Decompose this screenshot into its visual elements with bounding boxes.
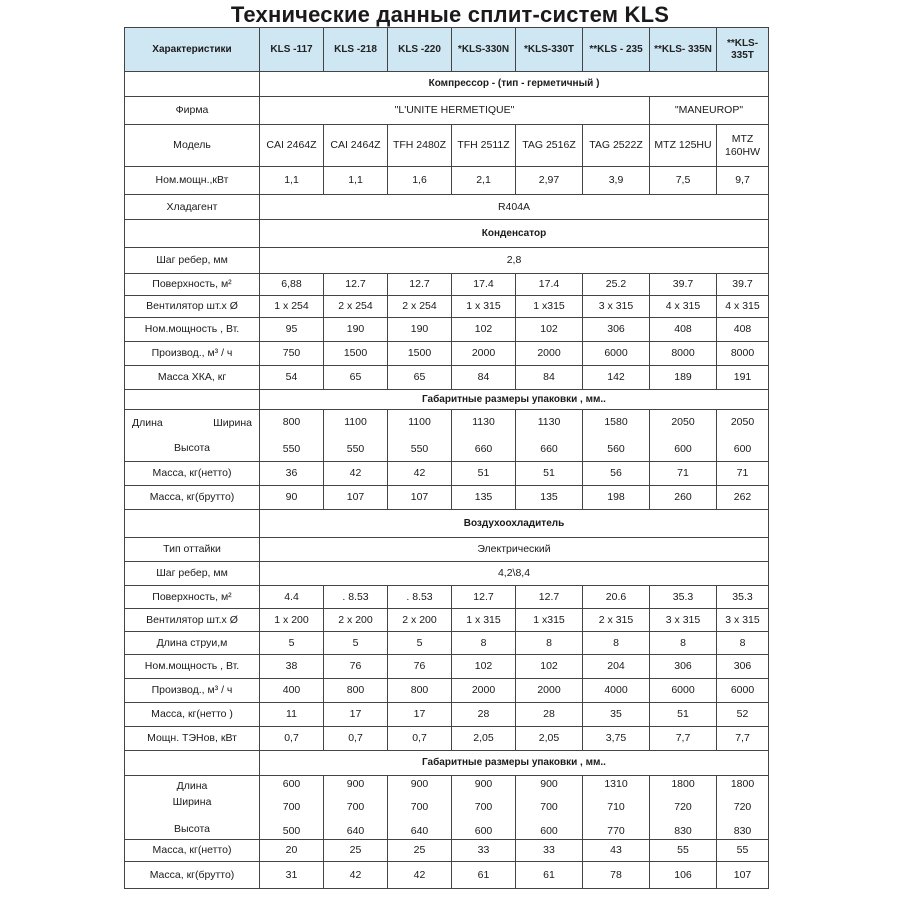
- table-cell: MTZ 125HU: [650, 125, 717, 167]
- table-cell: 408: [650, 318, 717, 342]
- table-cell: 20: [260, 840, 324, 862]
- table-cell: 8: [452, 632, 516, 655]
- dim-value: 900: [346, 778, 365, 791]
- table-cell: 2 x 254: [388, 296, 452, 318]
- table-cell: 76: [388, 655, 452, 679]
- table-cell: 20.6: [583, 586, 650, 609]
- row-label: Фирма: [125, 97, 260, 125]
- table-row: [125, 586, 769, 609]
- fin-value: 2,8: [260, 248, 769, 274]
- dim-value: 1800: [730, 778, 755, 791]
- dim-value: 660: [474, 442, 493, 455]
- row-label: Масса ХКА, кг: [125, 366, 260, 390]
- table-row: [125, 410, 769, 462]
- row-label: Мощн. ТЭНов, кВт: [125, 727, 260, 751]
- table-row: [125, 655, 769, 679]
- table-cell: 42: [324, 462, 388, 486]
- row-label-dimensions: [125, 776, 260, 840]
- row-label: Масса, кг(брутто): [125, 862, 260, 889]
- table-cell: [452, 776, 516, 840]
- table-cell: 1 x315: [516, 296, 583, 318]
- table-cell: 102: [452, 655, 516, 679]
- table-cell: 35.3: [717, 586, 769, 609]
- table-cell: 52: [717, 703, 769, 727]
- table-cell: 55: [717, 840, 769, 862]
- table-cell: 400: [260, 679, 324, 703]
- table-cell: . 8.53: [388, 586, 452, 609]
- table-cell: 800: [324, 679, 388, 703]
- table-row: [125, 296, 769, 318]
- table-row: [125, 486, 769, 510]
- table-cell: 39.7: [717, 274, 769, 296]
- table-cell: 71: [650, 462, 717, 486]
- row-label: Масса, кг(нетто): [125, 840, 260, 862]
- table-cell: 76: [324, 655, 388, 679]
- dim-value: 700: [540, 801, 558, 814]
- section-row: [125, 751, 769, 776]
- table-row: [125, 703, 769, 727]
- table-cell: 408: [717, 318, 769, 342]
- section-row: [125, 72, 769, 97]
- header-model: KLS -218: [324, 28, 388, 72]
- table-cell: 6000: [583, 342, 650, 366]
- dim-label-width: Ширина: [213, 417, 252, 430]
- table-cell: 4000: [583, 679, 650, 703]
- dim-value: 830: [733, 824, 752, 837]
- table-row: [125, 342, 769, 366]
- row-label: Вентилятор шт.х Ø: [125, 296, 260, 318]
- empty-cell: [125, 510, 260, 538]
- section-air-cooler: Воздухоохладитель: [260, 510, 769, 538]
- header-model: *KLS-330N: [452, 28, 516, 72]
- table-cell: 2000: [452, 679, 516, 703]
- section-row: [125, 390, 769, 410]
- table-cell: 51: [452, 462, 516, 486]
- dim-label-length: Длина: [176, 780, 208, 793]
- table-cell: MTZ 160HW: [717, 125, 769, 167]
- table-cell: 42: [388, 462, 452, 486]
- table-cell: 2 x 200: [388, 609, 452, 632]
- table-cell: 7,7: [717, 727, 769, 751]
- table-cell: [583, 410, 650, 462]
- table-cell: 84: [516, 366, 583, 390]
- table-cell: 2 x 315: [583, 609, 650, 632]
- dim-value: 500: [282, 824, 301, 837]
- dim-value: 600: [282, 778, 301, 791]
- section-row: [125, 220, 769, 248]
- table-cell: 5: [260, 632, 324, 655]
- table-cell: 8: [650, 632, 717, 655]
- table-cell: TAG 2516Z: [516, 125, 583, 167]
- row-label: Масса, кг(брутто): [125, 486, 260, 510]
- dim-value: 700: [346, 801, 365, 814]
- table-cell: 102: [452, 318, 516, 342]
- row-label: Поверхность, м²: [125, 274, 260, 296]
- table-cell: [260, 776, 324, 840]
- row-label: Производ., м³ / ч: [125, 679, 260, 703]
- dim-value: 600: [733, 442, 752, 455]
- section-compressor: Компрессор - (тип - герметичный ): [260, 72, 769, 97]
- row-label-dimensions: [125, 410, 260, 462]
- table-cell: 84: [452, 366, 516, 390]
- table-cell: 17.4: [516, 274, 583, 296]
- table-cell: 25: [324, 840, 388, 862]
- table-cell: 102: [516, 655, 583, 679]
- dim-value: 1100: [408, 416, 431, 429]
- table-cell: 189: [650, 366, 717, 390]
- row-label: Ном.мощность , Вт.: [125, 655, 260, 679]
- table-cell: 8: [717, 632, 769, 655]
- table-cell: 43: [583, 840, 650, 862]
- table-row: [125, 462, 769, 486]
- header-model: KLS -117: [260, 28, 324, 72]
- dim-value: 700: [282, 801, 301, 814]
- table-cell: 204: [583, 655, 650, 679]
- row-label: Длина струи,м: [125, 632, 260, 655]
- table-cell: 65: [324, 366, 388, 390]
- table-row: [125, 538, 769, 562]
- table-cell: 9,7: [717, 167, 769, 195]
- table-cell: 102: [516, 318, 583, 342]
- dim-value: 1100: [344, 416, 367, 429]
- row-label: Шаг ребер, мм: [125, 248, 260, 274]
- dim-value: 660: [540, 442, 558, 455]
- page-title: Технические данные сплит-систем KLS: [230, 2, 670, 27]
- table-cell: 31: [260, 862, 324, 889]
- row-label: Тип оттайки: [125, 538, 260, 562]
- table-row: [125, 125, 769, 167]
- table-cell: 1 x 254: [260, 296, 324, 318]
- section-packaging: Габаритные размеры упаковки , мм..: [260, 390, 769, 410]
- table-cell: 4.4: [260, 586, 324, 609]
- table-cell: 8000: [717, 342, 769, 366]
- row-label: Шаг ребер, мм: [125, 562, 260, 586]
- table-row: [125, 840, 769, 862]
- table-cell: 56: [583, 462, 650, 486]
- header-row: [125, 28, 769, 72]
- header-model: **KLS - 235: [583, 28, 650, 72]
- dim-value: 800: [282, 416, 301, 429]
- dim-value: 640: [410, 824, 429, 837]
- table-cell: 61: [452, 862, 516, 889]
- table-cell: 8: [583, 632, 650, 655]
- table-cell: 1,6: [388, 167, 452, 195]
- table-cell: 142: [583, 366, 650, 390]
- table-cell: 260: [650, 486, 717, 510]
- table-cell: 1,1: [260, 167, 324, 195]
- table-cell: 1500: [388, 342, 452, 366]
- table-cell: 2 x 200: [324, 609, 388, 632]
- table-cell: [516, 776, 583, 840]
- table-row: [125, 727, 769, 751]
- table-row: [125, 248, 769, 274]
- table-cell: 107: [717, 862, 769, 889]
- table-cell: 8: [516, 632, 583, 655]
- table-cell: [324, 410, 388, 462]
- empty-cell: [125, 751, 260, 776]
- table-cell: 7,7: [650, 727, 717, 751]
- table-cell: 17: [324, 703, 388, 727]
- table-row: [125, 366, 769, 390]
- table-cell: 17.4: [452, 274, 516, 296]
- table-cell: 306: [650, 655, 717, 679]
- empty-cell: [125, 72, 260, 97]
- table-cell: 6000: [717, 679, 769, 703]
- table-row: [125, 609, 769, 632]
- table-cell: 1 x 200: [260, 609, 324, 632]
- row-label: Модель: [125, 125, 260, 167]
- dim-value: 640: [346, 824, 365, 837]
- table-cell: TFH 2511Z: [452, 125, 516, 167]
- section-condenser: Конденсатор: [260, 220, 769, 248]
- table-cell: 800: [388, 679, 452, 703]
- dim-value: 700: [410, 801, 429, 814]
- table-row: [125, 862, 769, 889]
- dim-value: 1580: [604, 416, 628, 429]
- table-cell: [650, 776, 717, 840]
- dim-value: 770: [607, 824, 625, 837]
- table-cell: [452, 410, 516, 462]
- table-row: [125, 632, 769, 655]
- header-model: **KLS- 335N: [650, 28, 717, 72]
- table-cell: 2,1: [452, 167, 516, 195]
- refrigerant-value: R404A: [260, 195, 769, 220]
- table-cell: 90: [260, 486, 324, 510]
- table-cell: 1 x 315: [452, 609, 516, 632]
- table-cell: 39.7: [650, 274, 717, 296]
- table-cell: 3 x 315: [583, 296, 650, 318]
- table-cell: 2000: [452, 342, 516, 366]
- table-cell: 2,97: [516, 167, 583, 195]
- table-cell: 4 x 315: [717, 296, 769, 318]
- table-cell: 25: [388, 840, 452, 862]
- table-row: [125, 195, 769, 220]
- header-model: **KLS- 335T: [717, 28, 769, 72]
- row-label: Хладагент: [125, 195, 260, 220]
- table-cell: 71: [717, 462, 769, 486]
- table-cell: [516, 410, 583, 462]
- table-cell: 12.7: [452, 586, 516, 609]
- dim-value: 600: [474, 824, 493, 837]
- table-cell: 38: [260, 655, 324, 679]
- table-row: [125, 562, 769, 586]
- table-cell: 3,9: [583, 167, 650, 195]
- dim-value: 900: [540, 778, 558, 791]
- table-cell: 2000: [516, 679, 583, 703]
- table-cell: 0,7: [324, 727, 388, 751]
- dim-value: 600: [540, 824, 558, 837]
- dim-value: 900: [474, 778, 493, 791]
- table-cell: 51: [650, 703, 717, 727]
- table-cell: 3,75: [583, 727, 650, 751]
- dim-value: 830: [674, 824, 692, 837]
- table-cell: [260, 410, 324, 462]
- table-cell: TFH 2480Z: [388, 125, 452, 167]
- table-cell: 8000: [650, 342, 717, 366]
- table-cell: 190: [324, 318, 388, 342]
- dim-value: 550: [410, 442, 429, 455]
- table-cell: 4 x 315: [650, 296, 717, 318]
- table-cell: 0,7: [388, 727, 452, 751]
- table-cell: CAI 2464Z: [260, 125, 324, 167]
- dim-value: 710: [607, 801, 625, 814]
- dim-value: 2050: [671, 416, 695, 429]
- row-label: Масса, кг(нетто): [125, 462, 260, 486]
- table-cell: 35.3: [650, 586, 717, 609]
- fin-value: 4,2\8,4: [260, 562, 769, 586]
- table-cell: [717, 776, 769, 840]
- table-cell: 191: [717, 366, 769, 390]
- dim-value: 900: [410, 778, 429, 791]
- table-cell: 198: [583, 486, 650, 510]
- dim-value: 700: [474, 801, 493, 814]
- table-cell: 2,05: [516, 727, 583, 751]
- row-label: Ном.мощность , Вт.: [125, 318, 260, 342]
- table-cell: 2000: [516, 342, 583, 366]
- dim-value: 720: [674, 801, 692, 814]
- table-cell: 3 x 315: [650, 609, 717, 632]
- table-cell: [650, 410, 717, 462]
- table-cell: 5: [324, 632, 388, 655]
- header-model: KLS -220: [388, 28, 452, 72]
- table-cell: [388, 410, 452, 462]
- dim-value: 550: [282, 442, 301, 455]
- table-cell: 750: [260, 342, 324, 366]
- table-cell: 28: [516, 703, 583, 727]
- spec-table: [124, 27, 769, 889]
- table-cell: 1,1: [324, 167, 388, 195]
- table-cell: 17: [388, 703, 452, 727]
- dim-value: 560: [607, 442, 625, 455]
- table-cell: 51: [516, 462, 583, 486]
- table-cell: [717, 410, 769, 462]
- table-cell: 3 x 315: [717, 609, 769, 632]
- table-cell: 1 x315: [516, 609, 583, 632]
- table-cell: 135: [516, 486, 583, 510]
- table-cell: 42: [324, 862, 388, 889]
- table-cell: 35: [583, 703, 650, 727]
- dim-label-height: Высота: [173, 822, 211, 835]
- table-cell: 12.7: [516, 586, 583, 609]
- empty-cell: [125, 390, 260, 410]
- firm-value: "MANEUROP": [650, 97, 769, 125]
- table-cell: 2 x 254: [324, 296, 388, 318]
- dim-value: 2050: [730, 416, 755, 429]
- table-cell: [324, 776, 388, 840]
- table-cell: 54: [260, 366, 324, 390]
- table-cell: 33: [452, 840, 516, 862]
- table-cell: 33: [516, 840, 583, 862]
- table-cell: 28: [452, 703, 516, 727]
- table-cell: 107: [324, 486, 388, 510]
- dim-value: 1310: [604, 778, 628, 791]
- table-row: [125, 679, 769, 703]
- table-cell: 262: [717, 486, 769, 510]
- table-row: [125, 274, 769, 296]
- row-label: Производ., м³ / ч: [125, 342, 260, 366]
- table-cell: 12.7: [324, 274, 388, 296]
- dim-value: 1130: [472, 416, 495, 429]
- table-row: [125, 167, 769, 195]
- table-cell: 6000: [650, 679, 717, 703]
- dim-value: 550: [346, 442, 365, 455]
- header-characteristics: Характеристики: [125, 28, 260, 72]
- row-label: Вентилятор шт.х Ø: [125, 609, 260, 632]
- table-cell: 107: [388, 486, 452, 510]
- table-cell: 42: [388, 862, 452, 889]
- dim-label-width: Ширина: [172, 796, 212, 809]
- table-cell: [583, 776, 650, 840]
- table-cell: . 8.53: [324, 586, 388, 609]
- table-cell: 106: [650, 862, 717, 889]
- table-cell: 2,05: [452, 727, 516, 751]
- section-row: [125, 510, 769, 538]
- row-label: Поверхность, м²: [125, 586, 260, 609]
- table-cell: 6,88: [260, 274, 324, 296]
- table-cell: 12.7: [388, 274, 452, 296]
- table-row: [125, 97, 769, 125]
- section-packaging: Габаритные размеры упаковки , мм..: [260, 751, 769, 776]
- table-row: [125, 776, 769, 840]
- empty-cell: [125, 220, 260, 248]
- table-cell: 0,7: [260, 727, 324, 751]
- table-cell: 36: [260, 462, 324, 486]
- table-cell: 190: [388, 318, 452, 342]
- table-cell: 61: [516, 862, 583, 889]
- defrost-value: Электрический: [260, 538, 769, 562]
- row-label: Ном.мощн.,кВт: [125, 167, 260, 195]
- table-cell: 5: [388, 632, 452, 655]
- dim-label-height: Высота: [173, 441, 211, 454]
- table-row: [125, 318, 769, 342]
- firm-value: "L'UNITE HERMETIQUE": [260, 97, 650, 125]
- dim-value: 600: [674, 442, 692, 455]
- table-cell: 78: [583, 862, 650, 889]
- table-cell: 65: [388, 366, 452, 390]
- row-label: Масса, кг(нетто ): [125, 703, 260, 727]
- table-cell: 55: [650, 840, 717, 862]
- table-cell: [388, 776, 452, 840]
- table-cell: TAG 2522Z: [583, 125, 650, 167]
- dim-value: 1800: [671, 778, 695, 791]
- table-cell: 7,5: [650, 167, 717, 195]
- dim-value: 1130: [537, 416, 561, 429]
- table-cell: CAI 2464Z: [324, 125, 388, 167]
- table-cell: 306: [717, 655, 769, 679]
- table-cell: 25.2: [583, 274, 650, 296]
- table-cell: 135: [452, 486, 516, 510]
- dim-value: 720: [733, 801, 752, 814]
- table-cell: 1 x 315: [452, 296, 516, 318]
- table-cell: 306: [583, 318, 650, 342]
- table-cell: 11: [260, 703, 324, 727]
- table-cell: 1500: [324, 342, 388, 366]
- header-model: *KLS-330T: [516, 28, 583, 72]
- table-cell: 95: [260, 318, 324, 342]
- dim-label-length: Длина: [132, 417, 163, 430]
